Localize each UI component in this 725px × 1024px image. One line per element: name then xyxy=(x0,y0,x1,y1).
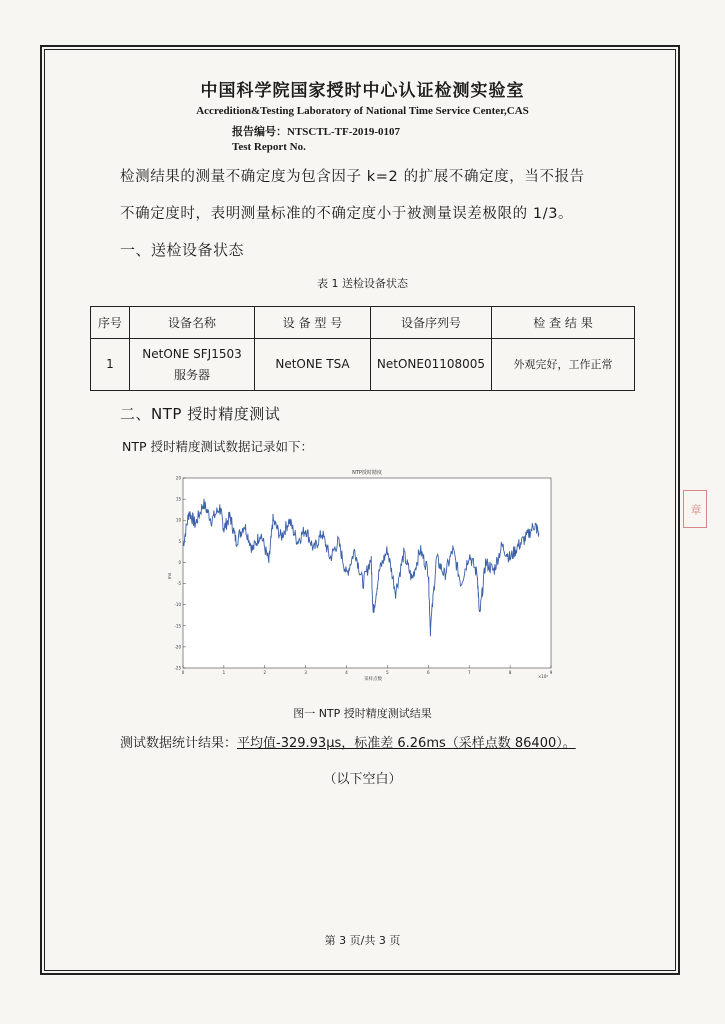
lab-title-en: Accredition&Testing Laboratory of National Time Service Center,CAS xyxy=(196,105,529,117)
cell-name-line2: 服务器 xyxy=(173,367,210,382)
col-header-no: 序号 xyxy=(91,307,130,339)
lab-title-cn: 中国科学院国家授时中心认证检测实验室 xyxy=(200,81,525,101)
y-tick-label: 10 xyxy=(175,517,181,523)
table-row xyxy=(91,339,635,391)
y-tick-label: 15 xyxy=(175,496,181,502)
figure-caption: 图一 NTP 授时精度测试结果 xyxy=(293,707,432,720)
col-header-serial: 设备序列号 xyxy=(371,307,492,339)
y-tick-label: -20 xyxy=(174,644,181,650)
cell-result: 外观完好，工作正常 xyxy=(492,339,635,391)
x-tick-label: 4 xyxy=(345,670,348,675)
col-header-result: 检 查 结 果 xyxy=(492,307,635,339)
section2-intro: NTP 授时精度测试数据记录如下： xyxy=(122,439,313,454)
stats-prefix: 测试数据统计结果： xyxy=(120,736,238,751)
seal-stamp: 章 xyxy=(683,490,707,528)
page-number: 第 3 页/共 3 页 xyxy=(324,934,401,947)
chart-title: NTP授时精度 xyxy=(352,470,382,476)
cell-no: 1 xyxy=(91,339,130,391)
x-tick-label: 5 xyxy=(386,670,389,675)
chart-xlabel: 采样点数 xyxy=(364,677,382,682)
y-tick-label: 20 xyxy=(175,475,181,481)
intro-line-1: 检测结果的测量不确定度为包含因子 k=2 的扩展不确定度，当不报告 xyxy=(120,169,585,185)
x-tick-label: 0 xyxy=(181,670,185,675)
x-tick-label: 8 xyxy=(508,670,512,675)
chart-x-exponent: ×10⁴ xyxy=(537,674,548,679)
cell-name xyxy=(130,339,255,391)
x-tick-label: 6 xyxy=(427,670,430,675)
x-tick-label: 2 xyxy=(263,670,267,675)
table-caption: 表 1 送检设备状态 xyxy=(317,277,408,290)
col-header-name: 设备名称 xyxy=(130,307,255,339)
stats-line xyxy=(120,732,576,751)
end-note: （以下空白） xyxy=(323,772,402,787)
ntp-chart xyxy=(165,466,560,686)
y-tick-label: 5 xyxy=(178,538,181,544)
x-tick-label: 1 xyxy=(222,670,226,675)
stats-value: 平均值-329.93μs，标准差 6.26ms（采样点数 86400）。 xyxy=(237,736,576,751)
x-tick-label: 7 xyxy=(467,670,471,675)
col-header-model: 设 备 型 号 xyxy=(255,307,371,339)
intro-line-2: 不确定度时，表明测量标准的不确定度小于被测量误差极限的 1/3。 xyxy=(120,206,574,222)
cell-serial: NetONE01108005 xyxy=(371,339,492,391)
table-header-row xyxy=(91,307,635,339)
section1-heading: 一、送检设备状态 xyxy=(120,241,245,259)
cell-model: NetONE TSA xyxy=(255,339,371,391)
y-tick-label: -10 xyxy=(174,602,181,608)
x-tick-label: 9 xyxy=(549,670,553,675)
x-tick-label: 3 xyxy=(304,670,307,675)
chart-ylabel: ms xyxy=(168,572,173,580)
report-number: 报告编号：NTSCTL-TF-2019-0107 xyxy=(232,126,401,138)
y-tick-label: 0 xyxy=(178,559,181,565)
y-tick-label: -15 xyxy=(174,623,181,629)
equipment-table xyxy=(90,306,635,391)
y-tick-label: -25 xyxy=(174,665,181,671)
y-tick-label: -5 xyxy=(177,581,181,587)
cell-name-line1: NetONE SFJ1503 xyxy=(142,346,242,361)
section2-heading: 二、NTP 授时精度测试 xyxy=(120,405,281,423)
report-number-en: Test Report No. xyxy=(232,141,306,153)
